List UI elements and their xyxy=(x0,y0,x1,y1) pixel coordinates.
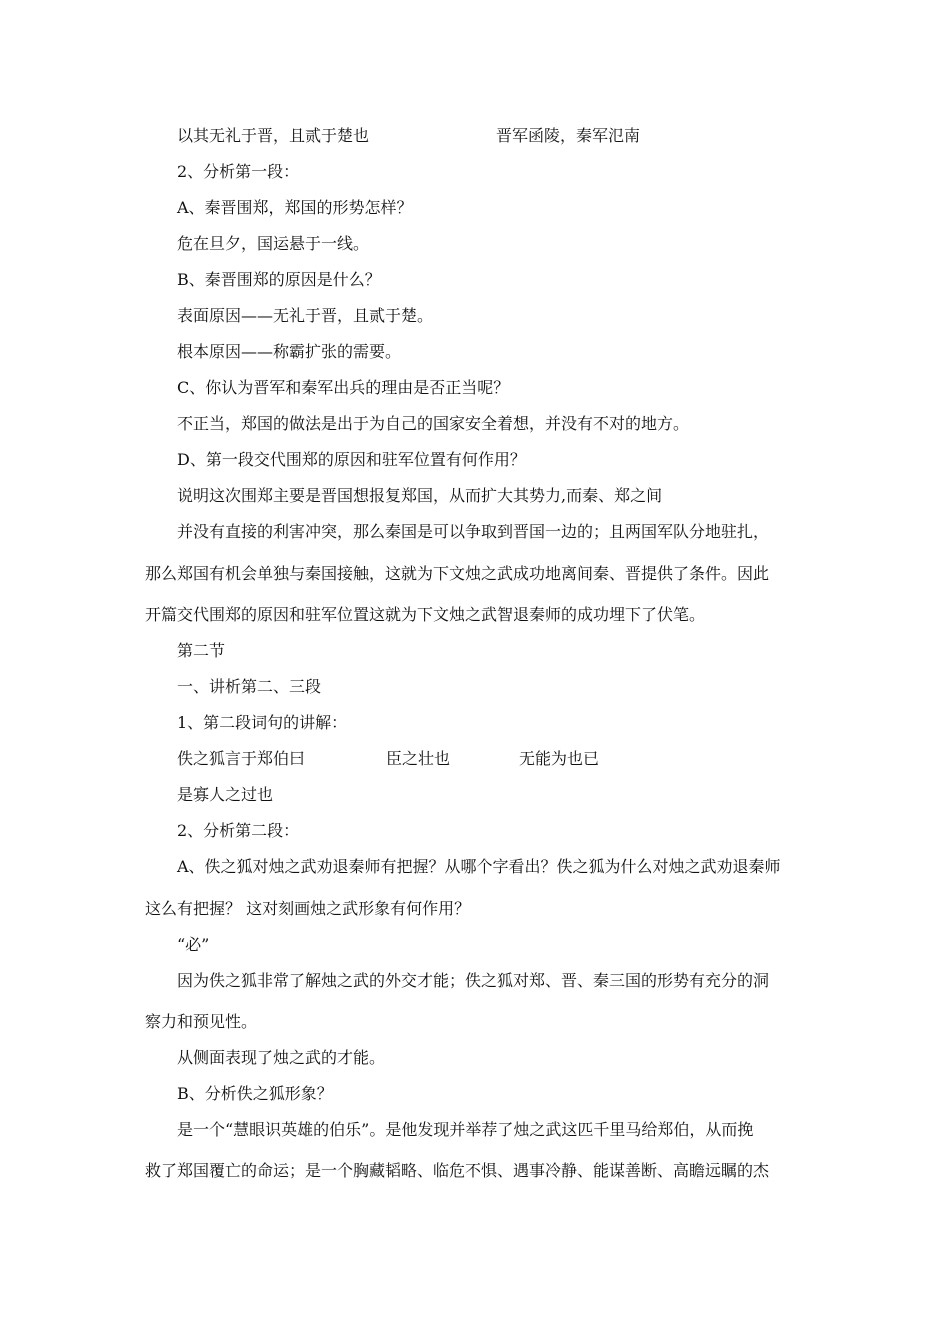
section-title: 第二节 xyxy=(177,641,226,660)
answer: 是一个“慧眼识英雄的伯乐”。是他发现并举荐了烛之武这匹千里马给郑伯，从而挽 xyxy=(177,1120,754,1139)
section-heading: 1、第二段词句的讲解： xyxy=(177,713,348,732)
answer: 察力和预见性。 xyxy=(145,1012,258,1031)
question: 这么有把握？ 这对刻画烛之武形象有何作用？ xyxy=(145,899,471,918)
answer: “必” xyxy=(177,935,210,954)
answer: 表面原因——无礼于晋，且贰于楚。 xyxy=(177,306,434,325)
text-line: 晋军函陵，秦军氾南 xyxy=(496,126,641,145)
answer: 救了郑国覆亡的命运；是一个胸藏韬略、临危不惧、遇事冷静、能谋善断、高瞻远瞩的杰 xyxy=(145,1161,770,1180)
question: B、分析佚之狐形象？ xyxy=(177,1084,333,1103)
answer: 不正当，郑国的做法是出于为自己的国家安全着想，并没有不对的地方。 xyxy=(177,414,690,433)
question: A、秦晋围郑，郑国的形势怎样？ xyxy=(177,198,413,217)
answer: 危在旦夕，国运悬于一线。 xyxy=(177,234,370,253)
answer: 从侧面表现了烛之武的才能。 xyxy=(177,1048,386,1067)
question: D、第一段交代围郑的原因和驻军位置有何作用？ xyxy=(177,450,526,469)
phrase: 佚之狐言于郑伯曰 xyxy=(177,749,306,768)
section-heading: 2、分析第一段： xyxy=(177,162,300,181)
paragraph-line: 那么郑国有机会单独与秦国接触，这就为下文烛之武成功地离间秦、晋提供了条件。因此 xyxy=(145,564,770,583)
section-heading: 2、分析第二段： xyxy=(177,821,300,840)
phrase: 无能为也已 xyxy=(519,749,600,768)
answer: 根本原因——称霸扩张的需要。 xyxy=(177,342,402,361)
paragraph-line: 开篇交代围郑的原因和驻军位置这就为下文烛之武智退秦师的成功埋下了伏笔。 xyxy=(145,605,706,624)
question: C、你认为晋军和秦军出兵的理由是否正当呢？ xyxy=(177,378,510,397)
answer: 因为佚之狐非常了解烛之武的外交才能；佚之狐对郑、晋、秦三国的形势有充分的洞 xyxy=(177,971,770,990)
text-line: 以其无礼于晋，且贰于楚也 xyxy=(177,126,370,145)
phrase: 臣之壮也 xyxy=(386,749,451,768)
section-heading: 一、讲析第二、三段 xyxy=(177,677,322,696)
answer: 说明这次围郑主要是晋国想报复郑国，从而扩大其势力,而秦、郑之间 xyxy=(177,486,663,505)
question: B、秦晋围郑的原因是什么？ xyxy=(177,270,381,289)
paragraph-line: 并没有直接的利害冲突，那么秦国是可以争取到晋国一边的；且两国军队分地驻扎， xyxy=(177,522,770,541)
question: A、佚之狐对烛之武劝退秦师有把握？从哪个字看出？佚之狐为什么对烛之武劝退秦师 xyxy=(177,857,781,876)
phrase: 是寡人之过也 xyxy=(177,785,274,804)
